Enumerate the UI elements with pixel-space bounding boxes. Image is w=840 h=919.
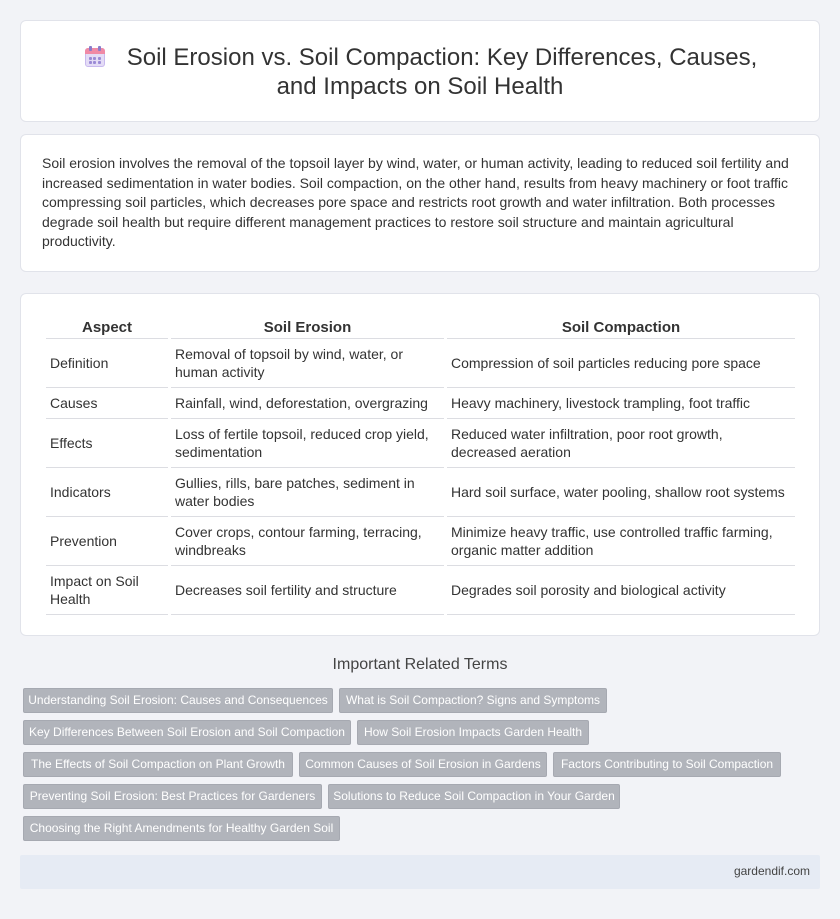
aspect-cell: Impact on Soil Health (46, 566, 168, 615)
related-term-tag[interactable]: Solutions to Reduce Soil Compaction in Your Garden (328, 784, 620, 809)
column-header-soil-erosion: Soil Erosion (171, 313, 444, 339)
comparison-table (43, 313, 798, 615)
erosion-cell: Decreases soil fertility and structure (171, 566, 444, 615)
aspect-cell: Causes (46, 388, 168, 419)
comparison-table-card (20, 293, 820, 636)
related-term-tag[interactable]: Understanding Soil Erosion: Causes and Consequences (23, 688, 333, 713)
erosion-cell: Cover crops, contour farming, terracing, windbreaks (171, 517, 444, 566)
aspect-cell: Indicators (46, 468, 168, 517)
aspect-cell: Prevention (46, 517, 168, 566)
page-title-container (61, 43, 779, 101)
title-card (20, 20, 820, 122)
related-term-tag[interactable]: What is Soil Compaction? Signs and Symptoms (339, 688, 607, 713)
compaction-cell: Degrades soil porosity and biological activity (447, 566, 795, 615)
intro-card (20, 134, 820, 272)
related-term-tag[interactable]: Key Differences Between Soil Erosion and Soil Compaction (23, 720, 351, 745)
footer-site-name[interactable]: gardendif.com (733, 864, 810, 878)
related-term-tag[interactable]: Preventing Soil Erosion: Best Practices for Gardeners (23, 784, 322, 809)
table-row (46, 339, 795, 388)
aspect-cell: Definition (46, 339, 168, 388)
aspect-cell: Effects (46, 419, 168, 468)
footer (20, 855, 820, 889)
erosion-cell: Loss of fertile topsoil, reduced crop yield, sedimentation (171, 419, 444, 468)
table-header-row (46, 313, 795, 339)
compaction-cell: Hard soil surface, water pooling, shallow root systems (447, 468, 795, 517)
page-title: Soil Erosion vs. Soil Compaction: Key Differences, Causes, and Impacts on Soil Health (126, 44, 758, 100)
compaction-cell: Minimize heavy traffic, use controlled traffic farming, organic matter addition (447, 517, 795, 566)
compaction-cell: Compression of soil particles reducing pore space (447, 339, 795, 388)
compaction-cell: Reduced water infiltration, poor root growth, decreased aeration (447, 419, 795, 468)
erosion-cell: Rainfall, wind, deforestation, overgrazing (171, 388, 444, 419)
erosion-cell: Gullies, rills, bare patches, sediment in water bodies (171, 468, 444, 517)
compaction-cell: Heavy machinery, livestock trampling, foot traffic (447, 388, 795, 419)
related-terms-heading: Important Related Terms (332, 656, 508, 673)
column-header-aspect: Aspect (46, 313, 168, 339)
related-term-tag[interactable]: Common Causes of Soil Erosion in Gardens (299, 752, 547, 777)
table-row (46, 468, 795, 517)
calendar-icon (83, 45, 107, 69)
table-row (46, 517, 795, 566)
column-header-soil-compaction: Soil Compaction (447, 313, 795, 339)
related-term-tag[interactable]: Factors Contributing to Soil Compaction (553, 752, 781, 777)
table-row (46, 388, 795, 419)
related-term-tag[interactable]: How Soil Erosion Impacts Garden Health (357, 720, 589, 745)
table-row (46, 566, 795, 615)
related-term-tag[interactable]: Choosing the Right Amendments for Healthy Garden Soil (23, 816, 340, 841)
table-row (46, 419, 795, 468)
intro-paragraph: Soil erosion involves the removal of the topsoil layer by wind, water, or human activity, leading to reduced soil fertility and increased sedimentation in water bodies. Soil compaction, on the other hand, results from heavy machinery or foot traffic compressing soil particles, which decreases pore space and restricts root growth and water infiltration. Both processes degrade soil health but require different management practices to restore soil structure and maintain agricultural productivity. (42, 155, 789, 249)
related-term-tag[interactable]: The Effects of Soil Compaction on Plant Growth (23, 752, 293, 777)
erosion-cell: Removal of topsoil by wind, water, or human activity (171, 339, 444, 388)
